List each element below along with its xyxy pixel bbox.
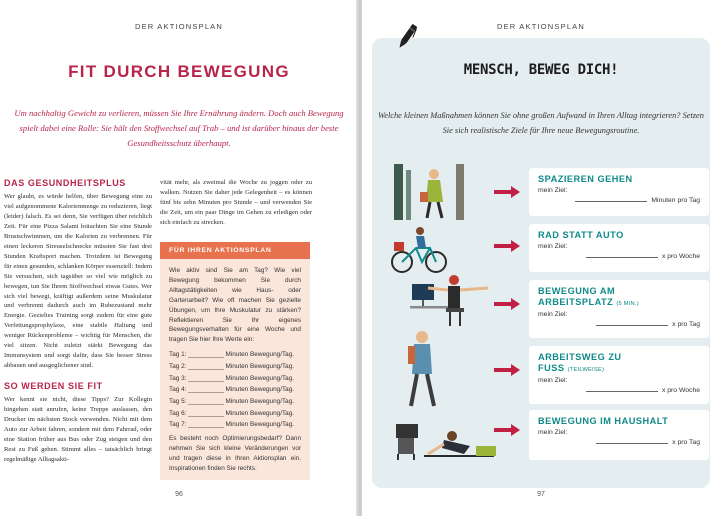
walking-man-illustration bbox=[400, 330, 444, 408]
section-title-gesundheitsplus: DAS GESUNDHEITSPLUS bbox=[4, 178, 126, 188]
running-head-right: DER AKTIONSPLAN bbox=[496, 22, 586, 31]
arrow-icon bbox=[494, 298, 520, 310]
goal-card-workplace bbox=[529, 280, 709, 338]
goal-label: mein Ziel: bbox=[538, 311, 568, 318]
arrow-icon bbox=[494, 240, 520, 252]
running-head-left: DER AKTIONSPLAN bbox=[134, 22, 224, 31]
page-number-right: 97 bbox=[537, 491, 545, 498]
walking-woman-illustration bbox=[390, 164, 470, 220]
page-title-right: MENSCH, BEWEG DICH! bbox=[463, 62, 619, 78]
page-title-left: FIT DURCH BEWEGUNG bbox=[68, 62, 290, 81]
desk-stretch-illustration bbox=[410, 274, 492, 326]
arrow-icon bbox=[494, 364, 520, 376]
column-2-text: vität mehr, als zweimal die Woche zu joggen oder zu walken. Nutzen Sie daher jede Gelegenheit – es können fünf bis zehn Minuten pro Stunde – und verwenden Sie die Zeit, um ein paar Dinge im Gehen zu erledigen oder sich einfach zu strecken. bbox=[160, 179, 312, 226]
goal-label: mein Ziel: bbox=[538, 377, 568, 384]
cyclist-illustration bbox=[390, 226, 450, 274]
day-entry[interactable]: Tag 7: __________ Minuten Bewegung/Tag. bbox=[169, 421, 295, 429]
goal-input[interactable]: x pro Woche bbox=[538, 253, 700, 260]
goal-label: mein Ziel: bbox=[538, 186, 568, 194]
goal-card-title: BEWEGUNG IM HAUSHALT bbox=[538, 416, 669, 426]
text-column-1 bbox=[4, 178, 152, 465]
goal-card-bike bbox=[529, 224, 709, 272]
day-entries bbox=[169, 349, 301, 431]
goal-input[interactable]: x pro Woche bbox=[538, 387, 700, 394]
day-entry[interactable]: Tag 2: __________ Minuten Bewegung/Tag. bbox=[169, 362, 295, 370]
goal-card-walking bbox=[529, 168, 709, 216]
goal-input[interactable]: Minuten pro Tag bbox=[538, 197, 700, 204]
section-text-fit: Wer kennt sie nicht, diese Tipps? Zur Kollegin hingehen statt anrufen, keine Treppe auslassen, den Drucker im nächsten Stock verwenden. Nicht mit dem Auto zur Arbeit fahren, sondern mit dem Fahrrad, oder eine Station früher aus Bus oder Zug steigen und den Rest zu Fuß gehen. Stimmt alles – tatsächlich bringt regelmäßige Alltagsakti- bbox=[4, 396, 152, 463]
left-page bbox=[0, 0, 358, 516]
action-plan-box-title: FÜR IHREN AKTIONSPLAN bbox=[160, 242, 310, 259]
goal-card-title: BEWEGUNG AM ARBEITSPLATZ (5 MIN.) bbox=[538, 286, 639, 307]
vacuum-illustration bbox=[394, 416, 504, 462]
goal-label: mein Ziel: bbox=[538, 242, 568, 250]
goal-input[interactable]: x pro Tag bbox=[538, 321, 700, 328]
goal-card-household bbox=[529, 410, 709, 460]
goal-card-title: ARBEITSWEG ZU FUSS (TEILWEISE) bbox=[538, 352, 622, 373]
day-entry[interactable]: Tag 5: __________ Minuten Bewegung/Tag. bbox=[169, 398, 295, 406]
day-entry[interactable]: Tag 6: __________ Minuten Bewegung/Tag. bbox=[169, 409, 295, 417]
arrow-icon bbox=[494, 424, 520, 436]
day-entry[interactable]: Tag 4: __________ Minuten Bewegung/Tag. bbox=[169, 386, 295, 394]
action-plan-box-footer: Es besteht noch Optimierungsbedarf? Dann nehmen Sie sich kleine Veränderungen vor und tragen diese in Ihren Aktionsplan ein. Inspirationen finden Sie rechts. bbox=[169, 435, 301, 472]
intro-right: Welche kleinen Maßnahmen können Sie ohne großen Aufwand in Ihren Alltag integrieren? Setzen Sie sich realistische Ziele für Ihre neue Bewegungsroutine. bbox=[378, 111, 704, 135]
goal-card-title: RAD STATT AUTO bbox=[538, 230, 624, 240]
pen-icon bbox=[396, 22, 418, 52]
intro-left: Um nachhaltig Gewicht zu verlieren, müssen Sie Ihre Ernährung ändern. Doch auch Bewegung spielt dabei eine Rolle: Sie hält den Stoffwechsel auf Trab – und ist darüber hinaus der beste Gesundheitsschutz überhaupt. bbox=[14, 108, 344, 149]
page-number-left: 96 bbox=[175, 491, 183, 498]
action-plan-box bbox=[160, 242, 310, 480]
goal-input[interactable]: x pro Tag bbox=[538, 439, 700, 446]
action-plan-box-text: Wie aktiv sind Sie am Tag? Wie viel Bewegung bekommen Sie durch Alltagstätigkeiten wie Haus- oder Gartenarbeit? Wie oft machen Sie gezielte Übungen, um Ihre Muskulatur zu stärken? Reflektieren Sie Ihr eigenes Bewegungsverhalten für eine Woche und tragen Sie hier Ihre Werte ein: bbox=[169, 267, 301, 344]
text-column-2 bbox=[160, 178, 312, 228]
day-entry[interactable]: Tag 3: __________ Minuten Bewegung/Tag. bbox=[169, 374, 295, 382]
day-entry[interactable]: Tag 1: __________ Minuten Bewegung/Tag. bbox=[169, 351, 295, 359]
goal-label: mein Ziel: bbox=[538, 428, 568, 436]
goal-card-title: SPAZIEREN GEHEN bbox=[538, 174, 633, 184]
section-title-fit: SO WERDEN SIE FIT bbox=[4, 381, 103, 392]
section-text-gesundheitsplus: Wer glaubt, es würde helfen, über Bewegung eine zu viel aufgenommene Kalorienmenge zu reduzieren, liegt (leider) falsch. Es sei denn, Sie verfügen über reichlich Zeit. Für eine Pizza Salami bräuchten Sie eine Stunde Brustschwimmen, um die Kalorien zu verbrennen. Für einen leckeren Streuselschnecke müssten Sie fast drei Stunden Kraftsport machen. Trotzdem ist Bewegung für einen gesunden, schlanken Körper essenziell: Indem Sie versuchen, sich tagsüber so viel wie möglich zu bewegen, tun Sie Ihrem Stoffwechsel etwas Gutes. Wer sich viel bewegt, kräftigt außerdem seine Muskulatur und verbrennt dadurch auch im Ruhezustand mehr Energie. Gezieltes Training sorgt zudem für eine gute Verfettungsprophylaxe, eine stabile Haltung und weniger Rückenprobleme – wichtig für Menschen, die viel sitzen. Nicht zuletzt stärkt Bewegung das Immunsystem und sorgt dafür, dass Sie besser Stress abbauen und ausgeglichener sind. bbox=[4, 193, 152, 370]
goal-card-commute bbox=[529, 346, 709, 404]
arrow-icon bbox=[494, 186, 520, 198]
